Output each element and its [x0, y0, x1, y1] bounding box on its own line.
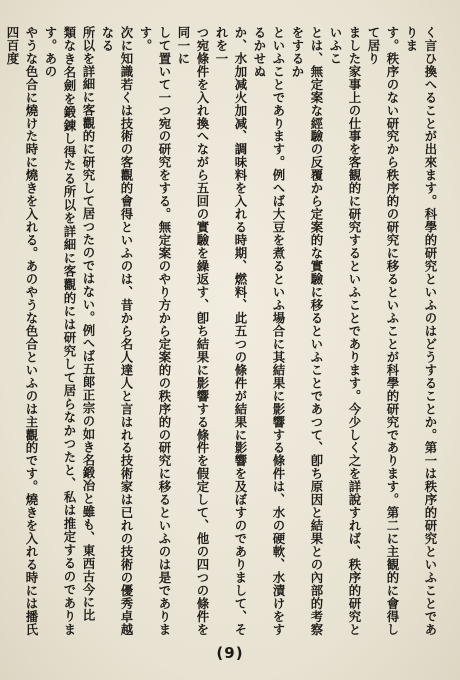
text-line: す。秩序のない研究から秩序的の研究に移るといふことが科學的研究であります。第二に主観的に會得して居り — [366, 26, 400, 636]
page-number: (9) — [216, 644, 244, 662]
text-line: 所以を詳細に客觀的に研究して居つたのではない。例へば五郞正宗の如き名鍛冶と雖も、東西古今に比 — [81, 26, 96, 622]
text-line: やうな色合に燒けた時に燒きを入れる。あのやうな色合といふのは主觀的です。燒きを入れる時には播氏四百度 — [5, 26, 39, 636]
text-line — [0, 26, 3, 636]
text-line: か、水加减火加减、調味料を入れる時期、燃料、此五つの條件が結果に影響を及ぼすのでありまして、それを一 — [214, 26, 248, 636]
text-line: とは、無定案な經驗の反覆から定案的な實驗に移るといふことであつて、卽ち原因と結果との內部的考察をするか — [290, 26, 324, 636]
body-text — [5, 26, 440, 636]
text-line: 次に知識若くは技術の客觀的會得といふのは、昔から名人達人と言はれる技術家は已れの技術の優秀卓越なる — [100, 26, 134, 636]
text-line: ました家事上の仕事を客観的に研究するといふことであります。今少しく之を詳說すれば、秩序的研究といふこ — [328, 26, 362, 636]
text-line: して置いて一つ宛の研究をする。無定案のやり方から定案的の秩序的の研究に移るといふのは是であります。 — [138, 26, 172, 636]
text-line: 類なき名劍を鍛錬し得たる所以を詳細に客觀的には研究して居らなかつたと、私は推定するのであります。あの — [43, 26, 77, 636]
text-line: といふことであります。例へば大豆を煮るといふ場合に其結果に影響する條件は、水の硬軟、水漬けをするかせぬ — [252, 26, 286, 636]
text-line: く言ひ換へることが出來ます。科學的研究といふのはどうすることか。第一は秩序的研究といふことでありま — [404, 26, 438, 636]
text-line: つ宛條件を入れ換へながら五回の實驗を繰返す、卽ち結果に影響する條件を假定して、他の四つの條件を同一に — [176, 26, 210, 636]
